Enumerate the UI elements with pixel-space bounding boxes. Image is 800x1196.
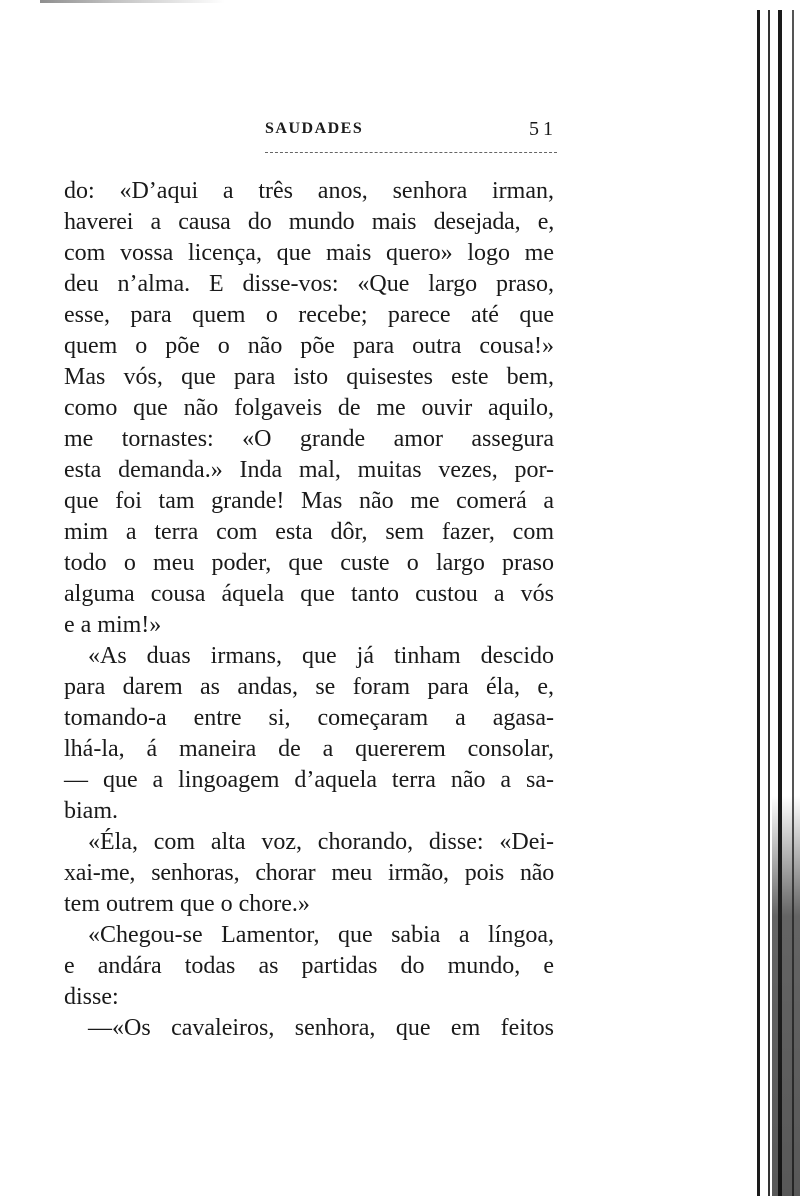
text-line: quem o põe o não põe para outra cousa!» (64, 333, 554, 359)
text-line: com vossa licença, que mais quero» logo me (64, 240, 554, 266)
text-line: e a mim!» (64, 612, 162, 638)
text-line: xai-me, senhoras, chorar meu irmão, pois não (64, 860, 554, 886)
page-number: 51 (529, 118, 557, 140)
page-top-edge (40, 0, 780, 3)
text-line: Mas vós, que para isto quisestes este bem, (64, 364, 554, 390)
text-line: haverei a causa do mundo mais desejada, e, (64, 209, 554, 235)
running-title: SAUDADES (265, 120, 364, 137)
text-line: «Éla, com alta voz, chorando, disse: «Dei- (88, 829, 554, 855)
header-rule (265, 152, 557, 154)
text-line: esta demanda.» Inda mal, muitas vezes, por- (64, 457, 554, 483)
text-line: «As duas irmans, que já tinham descido (88, 643, 554, 669)
text-line: disse: (64, 984, 119, 1010)
text-line: lhá-la, á maneira de a quererem consolar, (64, 736, 554, 762)
text-line: deu n’alma. E disse-vos: «Que largo praso, (64, 271, 554, 297)
text-line: tomando-a entre si, começaram a agasa- (64, 705, 554, 731)
text-line: do: «D’aqui a três anos, senhora irman, (64, 178, 554, 204)
text-line: que foi tam grande! Mas não me comerá a (64, 488, 554, 514)
text-line: esse, para quem o recebe; parece até que (64, 302, 554, 328)
text-line: como que não folgaveis de me ouvir aquilo, (64, 395, 554, 421)
text-line: —«Os cavaleiros, senhora, que em feitos (88, 1015, 554, 1041)
text-line: «Chegou-se Lamentor, que sabia a língoa, (88, 922, 554, 948)
text-line: tem outrem que o chore.» (64, 891, 310, 917)
book-spine-edge (740, 0, 800, 1196)
text-line: alguma cousa áquela que tanto custou a vós (64, 581, 554, 607)
body-text (64, 176, 554, 1044)
page-header (265, 118, 557, 154)
text-line: para darem as andas, se foram para éla, e, (64, 674, 554, 700)
text-line: mim a terra com esta dôr, sem fazer, com (64, 519, 554, 545)
text-line: me tornastes: «O grande amor assegura (64, 426, 554, 452)
text-line: e andára todas as partidas do mundo, e (64, 953, 554, 979)
text-line: biam. (64, 798, 118, 824)
text-line: — que a lingoagem d’aquela terra não a sa- (64, 767, 554, 793)
text-line: todo o meu poder, que custe o largo praso (64, 550, 554, 576)
